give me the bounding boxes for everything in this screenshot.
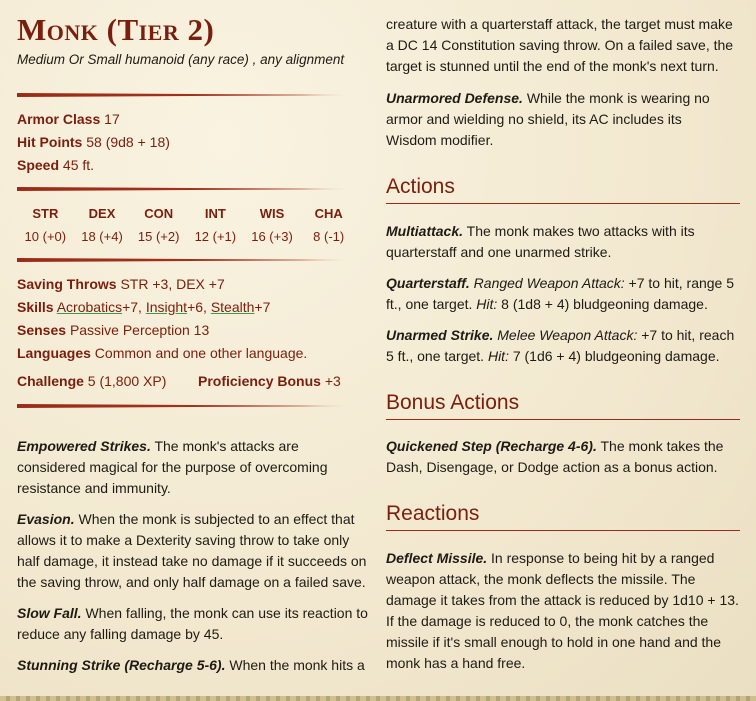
action-text: +7 to hit, range 5 ft., one target. <box>386 275 735 312</box>
attack-type: Ranged Weapon Attack: <box>469 275 625 291</box>
bonus-actions-heading: Bonus Actions <box>386 391 740 420</box>
action-name: Multiattack. <box>386 223 464 239</box>
trait-empowered-strikes <box>17 436 362 499</box>
page-border <box>0 696 756 701</box>
reactions-heading: Reactions <box>386 502 740 531</box>
action-name: Quickened Step (Recharge 4-6). <box>386 438 597 454</box>
ability-dex <box>74 206 131 244</box>
ability-cha <box>300 206 357 244</box>
hit-points <box>17 134 170 150</box>
challenge <box>17 373 166 389</box>
trait-name: Slow Fall. <box>17 605 82 621</box>
trait-text: When falling, the monk can use its reaction to reduce any falling damage by 45. <box>17 605 368 642</box>
action-unarmed-strike <box>386 325 742 367</box>
ability-name: DEX <box>88 206 116 221</box>
trait-text: The monk's attacks are considered magical for the purpose of overcoming resistance and immunity. <box>17 438 328 496</box>
senses <box>17 322 209 338</box>
languages <box>17 345 307 361</box>
armor-class-label: Armor Class <box>17 111 101 127</box>
trait-text: When the monk is subjected to an effect that allows it to make a Dexterity saving throw to take only half damage, it instead take no damage if it succeeds on the saving throw, and only half damage on a failed save. <box>17 511 367 590</box>
skill-link[interactable]: Stealth <box>210 299 255 315</box>
divider <box>17 258 353 262</box>
stunning-strike-continued: creature with a quarterstaff attack, the target must make a DC 14 Constitution saving throw. On a failed save, the target is stunned until the end of the monk's next turn. <box>386 16 734 74</box>
skill-bonus: +6 <box>187 299 204 315</box>
speed-label: Speed <box>17 157 60 173</box>
armor-class <box>17 111 120 127</box>
divider <box>17 404 353 408</box>
skills-label: Skills <box>17 299 54 315</box>
skill-link[interactable]: Acrobatics <box>56 299 123 315</box>
hit-points-value: 58 (9d8 + 18) <box>86 134 170 150</box>
hit-label: Hit: <box>487 348 509 364</box>
divider <box>17 187 353 191</box>
divider <box>17 93 353 97</box>
ability-value: 10 (+0) <box>24 229 67 244</box>
ability-name: INT <box>204 206 226 221</box>
attack-type: Melee Weapon Attack: <box>493 327 638 343</box>
trait-evasion <box>17 509 371 593</box>
languages-label: Languages <box>17 345 91 361</box>
action-multiattack <box>386 221 726 263</box>
action-name: Deflect Missile. <box>386 550 488 566</box>
trait-name: Empowered Strikes. <box>17 438 151 454</box>
ability-wis <box>244 206 301 244</box>
action-text: 7 (1d6 + 4) bludgeoning damage. <box>508 348 720 364</box>
ability-con <box>130 206 187 244</box>
trait-unarmored-defense <box>386 88 726 151</box>
skill-bonus: +7 <box>254 299 271 315</box>
action-text: In response to being hit by a ranged weapon attack, the monk deflects the missile. The damage it takes from the attack is reduced by 1d10 + 13. If the damage is reduced to 0, the monk catches the missile if it's small enough to hold in one hand and the monk has a hand free. <box>386 550 739 671</box>
trait-slow-fall <box>17 603 371 645</box>
proficiency-bonus <box>198 373 341 389</box>
trait-stunning-strike <box>17 655 371 676</box>
hit-points-label: Hit Points <box>17 134 83 150</box>
action-name: Quarterstaff. <box>386 275 470 291</box>
saving-throws <box>17 276 225 292</box>
ability-name: CON <box>144 206 174 221</box>
trait-text: When the monk hits a <box>225 657 365 673</box>
ability-name: CHA <box>314 206 343 221</box>
armor-class-value: 17 <box>104 111 120 127</box>
action-text: +7 to hit, reach 5 ft., one target. <box>386 327 735 364</box>
challenge-value: 5 (1,800 XP) <box>87 373 167 389</box>
proficiency-label: Proficiency Bonus <box>198 373 321 389</box>
ability-scores <box>17 206 357 244</box>
reaction-deflect-missile <box>386 548 742 674</box>
ability-value: 12 (+1) <box>194 229 237 244</box>
proficiency-value: +3 <box>324 373 341 389</box>
ability-value: 15 (+2) <box>137 229 180 244</box>
trait-name: Unarmored Defense. <box>386 90 523 106</box>
actions-heading: Actions <box>386 175 740 204</box>
action-name: Unarmed Strike. <box>386 327 494 343</box>
action-text: The monk takes the Dash, Disengage, or Dodge action as a bonus action. <box>386 438 724 475</box>
challenge-label: Challenge <box>17 373 84 389</box>
hit-label: Hit: <box>476 296 498 312</box>
skills: Skills Acrobatics+7, Insight+6, Stealth+7 <box>17 299 271 315</box>
action-text: The monk makes two attacks with its quarterstaff and one unarmed strike. <box>386 223 695 260</box>
skill-link[interactable]: Insight <box>145 299 188 315</box>
trait-text: While the monk is wearing no armor and wielding no shield, its AC includes its Wisdom modifier. <box>386 90 710 148</box>
ability-name: WIS <box>259 206 285 221</box>
monster-subtitle: Medium Or Small humanoid (any race) , any alignment <box>17 52 345 67</box>
senses-value: Passive Perception 13 <box>69 322 210 338</box>
speed-value: 45 ft. <box>62 157 95 173</box>
action-quarterstaff <box>386 273 738 315</box>
ability-value: 8 (-1) <box>313 229 345 244</box>
saving-throws-label: Saving Throws <box>17 276 117 292</box>
ability-name: STR <box>32 206 59 221</box>
saving-throws-value: STR +3, DEX +7 <box>120 276 225 292</box>
senses-label: Senses <box>17 322 67 338</box>
ability-str <box>17 206 74 244</box>
skill-bonus: +7 <box>122 299 139 315</box>
trait-name: Evasion. <box>17 511 75 527</box>
trait-name: Stunning Strike (Recharge 5-6). <box>17 657 226 673</box>
ability-value: 16 (+3) <box>251 229 293 244</box>
ability-int <box>187 206 244 244</box>
bonus-quickened-step <box>386 436 726 478</box>
speed <box>17 157 94 173</box>
languages-value: Common and one other language. <box>94 345 308 361</box>
action-text: 8 (1d8 + 4) bludgeoning damage. <box>497 296 708 312</box>
monster-name: Monk (Tier 2) <box>17 12 215 47</box>
ability-value: 18 (+4) <box>81 229 123 244</box>
